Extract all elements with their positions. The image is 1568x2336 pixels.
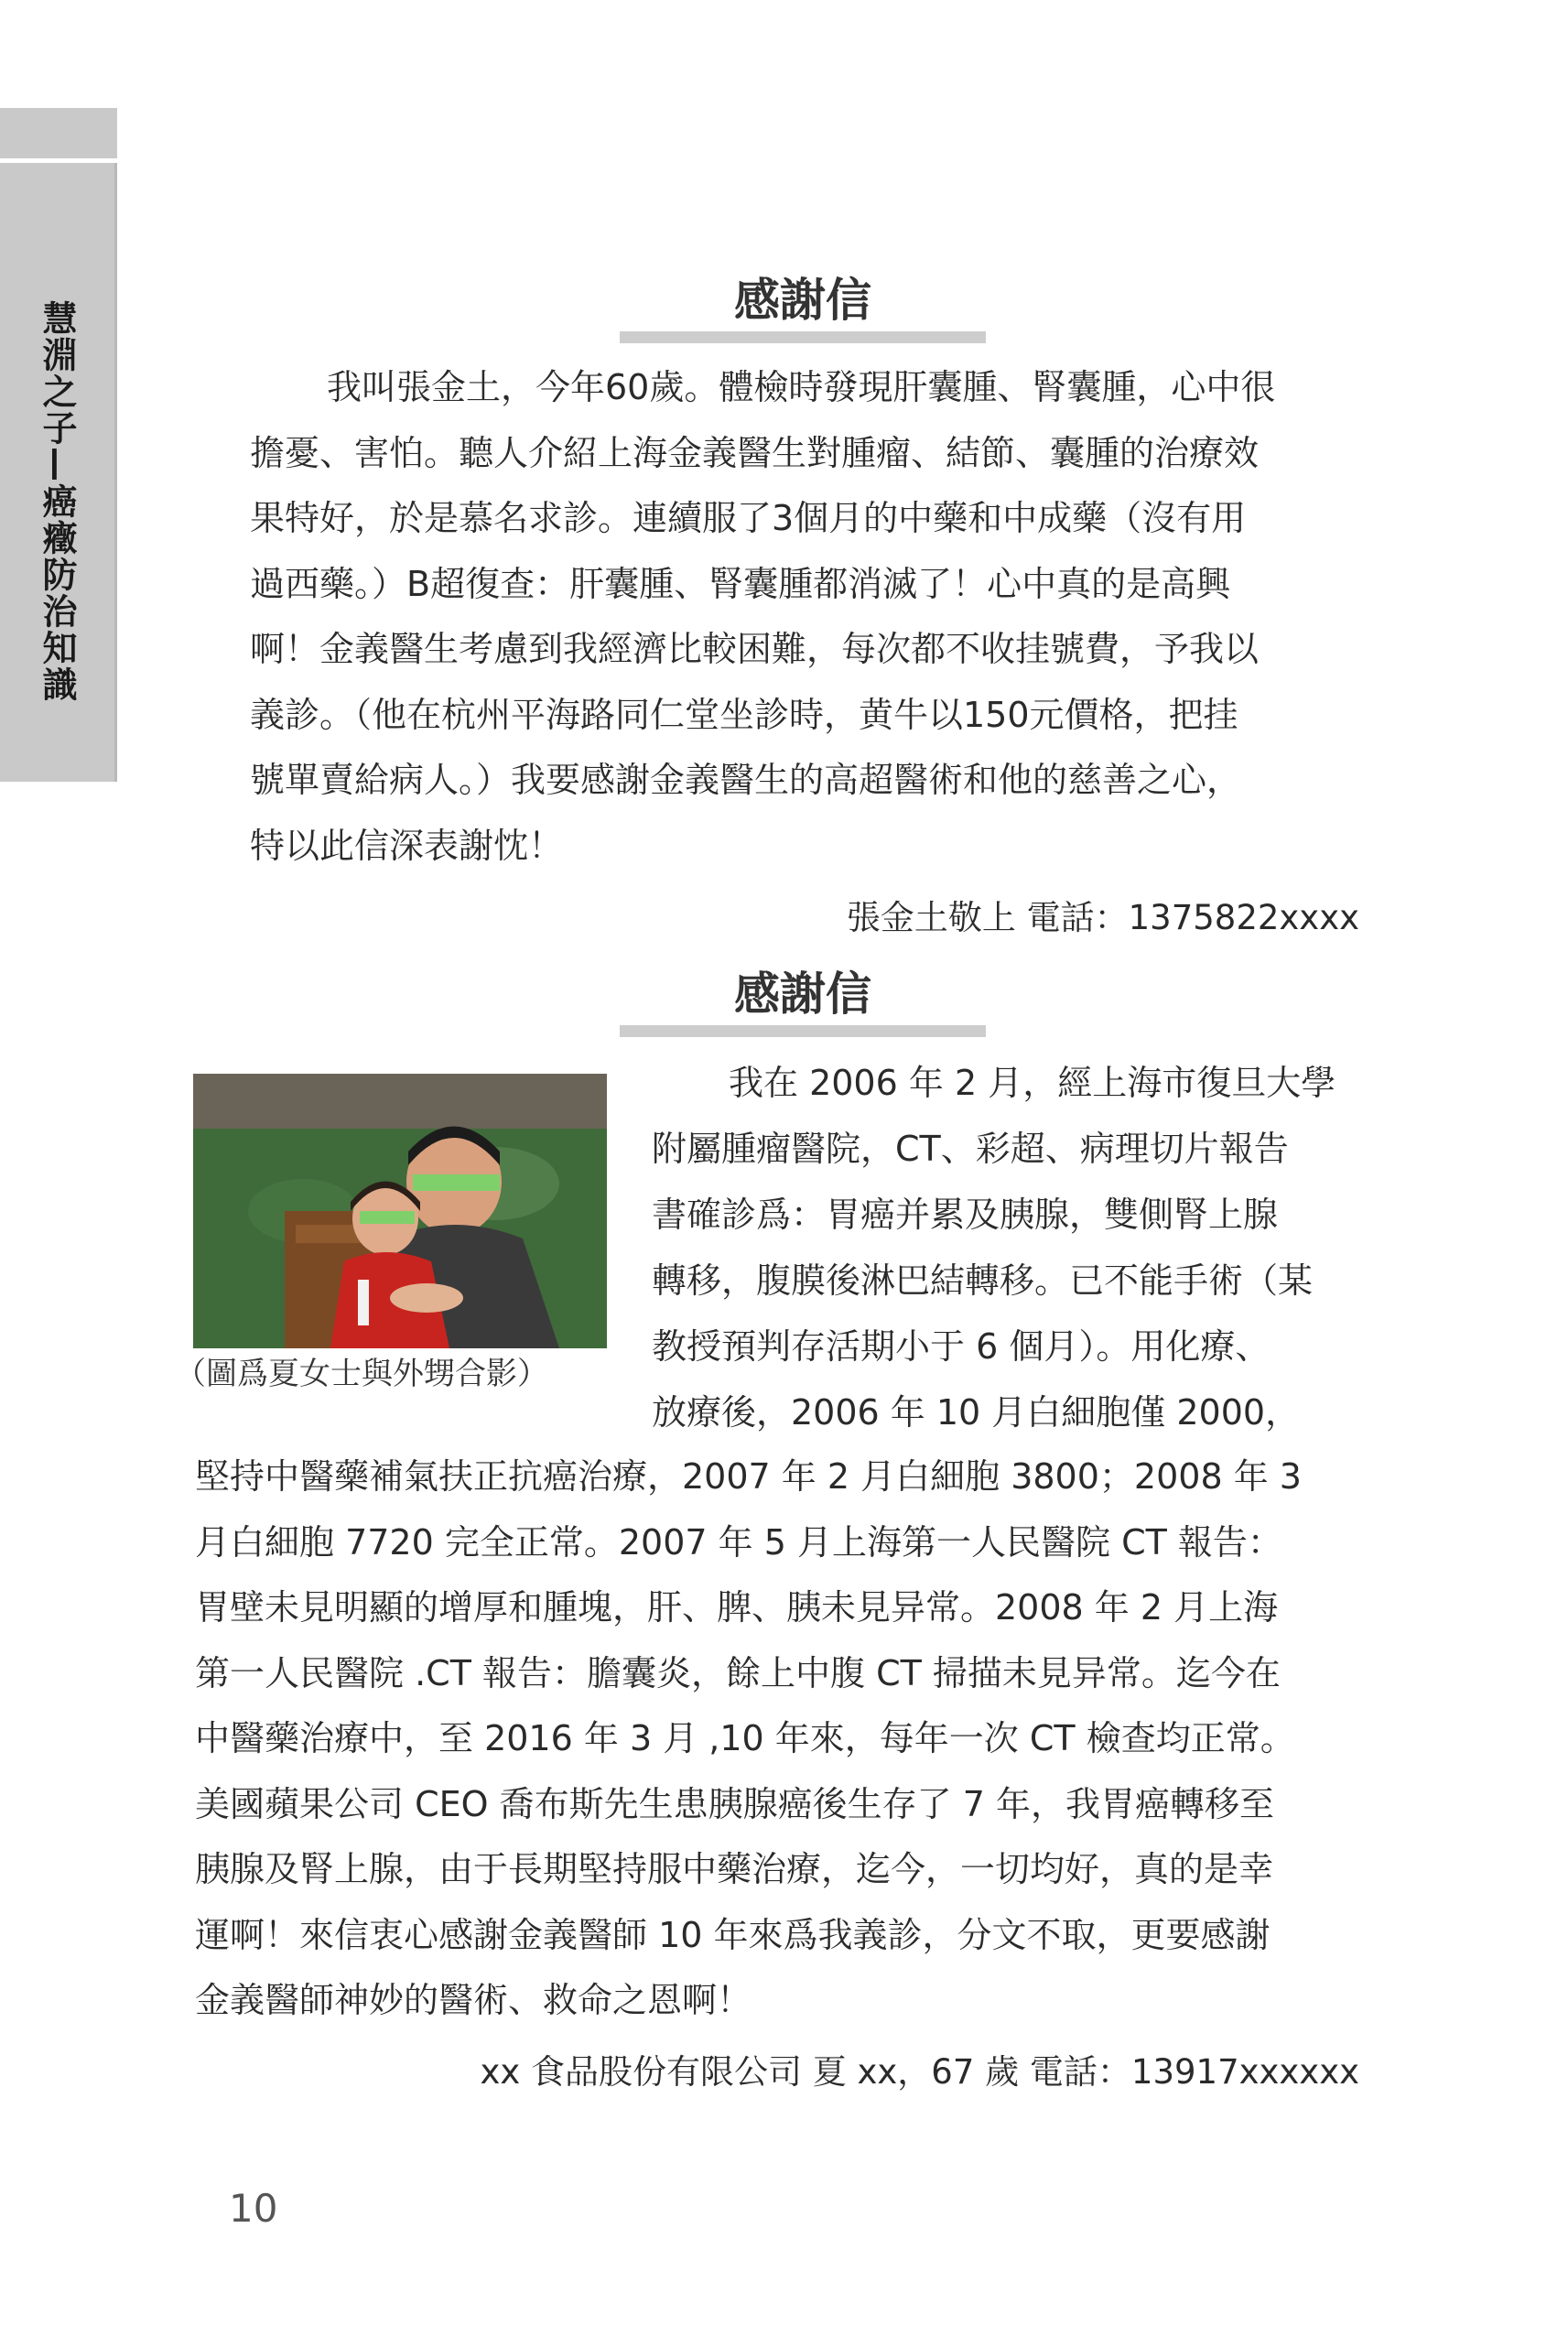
- letter2-line-1: 我在 2006 年 2 月，經上海市復旦大學: [729, 1063, 1336, 1103]
- letter2-line-9: 胃壁未見明顯的增厚和腫塊，肝、脾、胰未見异常。2008 年 2 月上海: [195, 1587, 1279, 1628]
- letter2-line-4: 轉移，腹膜後淋巴結轉移。已不能手術（某: [652, 1260, 1314, 1301]
- letter1-line-5: 啊！金義醫生考慮到我經濟比較困難，每次都不收挂號費，予我以: [250, 629, 1260, 669]
- letter2-body-full: [195, 1444, 1357, 2034]
- letter1-line-8: 特以此信深表謝忱！: [250, 825, 564, 866]
- side-tab: [0, 163, 117, 782]
- letter2-body-right: [652, 1050, 1357, 1445]
- letter1-signature: 張金土敬上 電話：1375822xxxx: [846, 898, 1359, 937]
- letter1-line-3: 果特好，於是慕名求診。連續服了3個月的中藥和中成藥（沒有用: [250, 498, 1247, 538]
- letter2-title: 感謝信: [734, 967, 871, 1021]
- photo-illustration: [193, 1074, 607, 1348]
- letter2-signature: xx 食品股份有限公司 夏 xx，67 歲 電話：13917xxxxxx: [480, 2052, 1359, 2092]
- letter2-title-bar: [620, 1025, 986, 1037]
- letter1-line-7: 號單賣給病人。）我要感謝金義醫生的高超醫術和他的慈善之心，: [250, 760, 1242, 800]
- letter1-line-2: 擔憂、害怕。聽人介紹上海金義醫生對腫瘤、結節、囊腫的治療效: [250, 432, 1260, 473]
- letter2-line-8: 月白細胞 7720 完全正常。2007 年 5 月上海第一人民醫院 CT 報告：: [195, 1521, 1282, 1563]
- letter1-title: 感謝信: [734, 273, 871, 327]
- letter2-line-13: 胰腺及腎上腺，由于長期堅持服中藥治療，迄今，一切均好，真的是幸: [195, 1849, 1274, 1889]
- letter2-line-14: 運啊！來信衷心感謝金義醫師 10 年來爲我義診，分文不取，更要感謝: [195, 1914, 1271, 1955]
- side-tab-cap: [0, 108, 117, 158]
- letter2-line-11: 中醫藥治療中，至 2016 年 3 月 ,10 年來，每年一次 CT 檢查均正常。: [195, 1718, 1295, 1758]
- letter2-line-7: 堅持中醫藥補氣扶正抗癌治療，2007 年 2 月白細胞 3800；2008 年 3: [195, 1456, 1302, 1497]
- letter2-line-12: 美國蘋果公司 CEO 喬布斯先生患胰腺癌後生存了 7 年，我胃癌轉移至: [195, 1783, 1274, 1824]
- letter2-line-2: 附屬腫瘤醫院，CT、彩超、病理切片報告: [652, 1129, 1289, 1169]
- letter2-line-15: 金義醫師神妙的醫術、救命之恩啊！: [195, 1980, 752, 2020]
- letter2-line-3: 書確診爲：胃癌并累及胰腺，雙側腎上腺: [652, 1195, 1279, 1235]
- letter1-line-4: 過西藥。）B超復查：肝囊腫、腎囊腫都消滅了！心中真的是高興: [250, 563, 1231, 604]
- letter2-line-6: 放療後，2006 年 10 月白細胞僅 2000，: [652, 1392, 1301, 1433]
- letter1-line-6: 義診。（他在杭州平海路同仁堂坐診時，黄牛以150元價格，把挂: [250, 694, 1238, 735]
- letter2-line-5: 教授預判存活期小于 6 個月）。用化療、: [652, 1326, 1271, 1367]
- letter1-title-bar: [620, 331, 986, 343]
- letter1-body: [250, 355, 1357, 879]
- letter1-line-1: 我叫張金土，今年60歲。體檢時發現肝囊腫、腎囊腫，心中很: [327, 367, 1276, 407]
- photo-woman-and-nephew: [193, 1074, 607, 1348]
- side-tab-label: 慧淵之子—癌癥防治知識: [37, 300, 77, 703]
- page-number: 10: [229, 2186, 278, 2231]
- photo-caption: （圖爲夏女士與外甥合影）: [175, 1356, 548, 1392]
- letter2-line-10: 第一人民醫院 .CT 報告：膽囊炎，餘上中腹 CT 掃描未見异常。迄今在: [195, 1652, 1281, 1693]
